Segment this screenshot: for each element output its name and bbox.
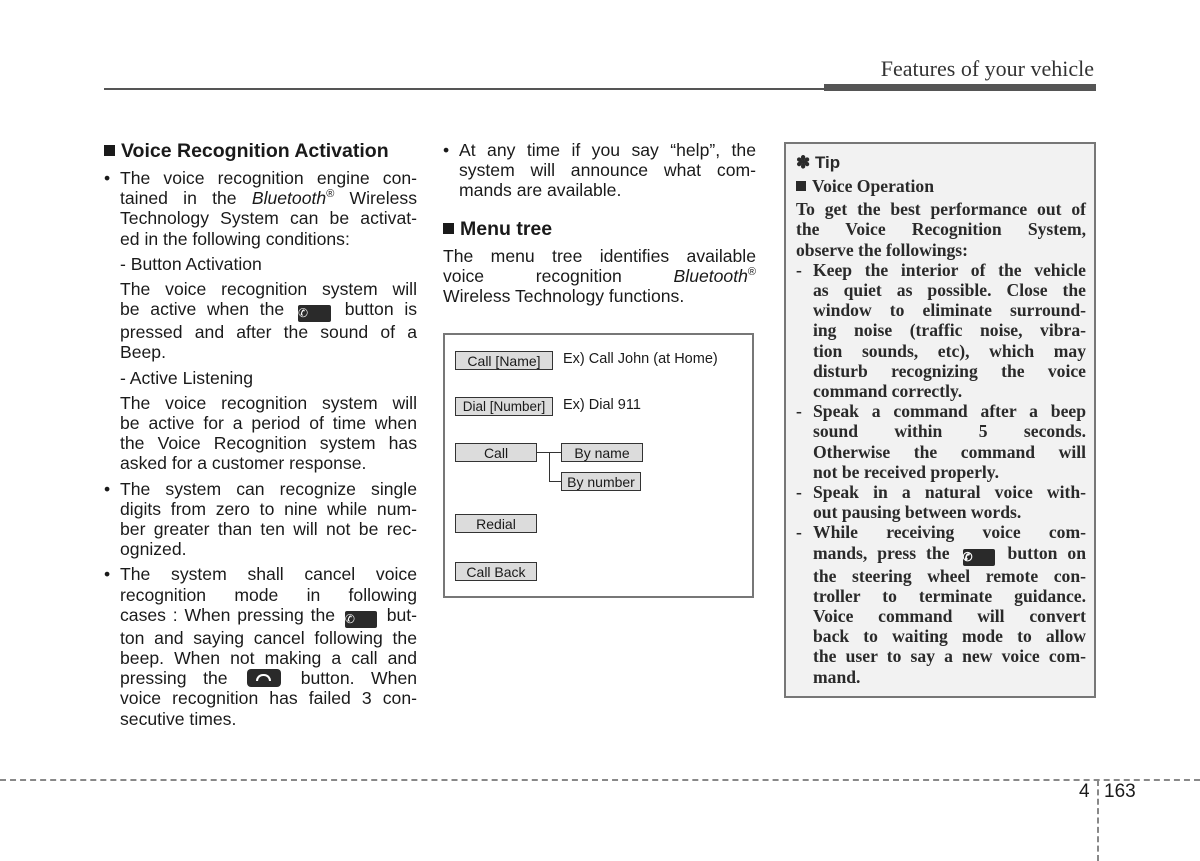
voice-talk-icon: ✆ [298, 305, 331, 322]
voice-talk-icon: ✆ [963, 549, 995, 566]
section-heading-voice-recognition: Voice Recognition Activation [104, 139, 417, 163]
chapter-number: 4 [1079, 781, 1090, 802]
bullet-engine: • The voice recognition engine con- tained in the Bluetooth® Wireless Technology System can be activat- ed in the following conditions: [104, 168, 417, 249]
section-heading-menu-tree: Menu tree [443, 217, 756, 241]
menu-node-redial: Redial [455, 514, 537, 533]
footer-divider [1097, 780, 1099, 861]
header-rule-accent [824, 84, 1096, 91]
sub-heading-button-activation: - Button Activation [120, 253, 262, 274]
square-bullet-icon [443, 223, 454, 234]
tip-item-terminate-guidance: - While receiving voice com- mands, press the ✆ button on the steering wheel remote con- troller to terminate guidance. Voice command will convert back to waiting mode to allow the user to say a new voice com- mand. [796, 522, 1086, 686]
footer-rule [0, 779, 1200, 781]
tip-box [784, 142, 1096, 698]
tip-intro: To get the best performance out of the Voice Recognition System, observe the followings: [796, 199, 1086, 260]
voice-talk-icon: ✆ [345, 611, 377, 628]
bullet-digits: • The system can recognize single digits from zero to nine while num- ber greater than ten will not be rec- ognized. [104, 479, 417, 560]
tree-connector [549, 452, 550, 482]
tip-label: ✽ Tip [796, 153, 841, 172]
menu-node-dial-number: Dial [Number] [455, 397, 553, 416]
page-number: 163 [1104, 781, 1136, 802]
menu-example-dial-number: Ex) Dial 911 [563, 397, 641, 413]
left-column [104, 139, 417, 729]
tip-item-natural-voice: - Speak in a natural voice with- out pausing between words. [796, 482, 1086, 522]
tip-item-speak-after-beep: - Speak a command after a beep sound within 5 seconds. Otherwise the command will not be received properly. [796, 401, 1086, 482]
menu-example-call-name: Ex) Call John (at Home) [563, 351, 718, 367]
menu-node-call-name: Call [Name] [455, 351, 553, 370]
menu-node-by-number: By number [561, 472, 641, 491]
tip-title: Voice Operation [796, 176, 1086, 196]
header-title: Features of your vehicle [880, 56, 1094, 81]
header-rule [104, 88, 824, 90]
square-bullet-icon [104, 145, 115, 156]
menu-node-by-name: By name [561, 443, 643, 462]
bullet-help: • At any time if you say “help”, the system will announce what com- mands are available. [443, 140, 756, 201]
menu-node-call-back: Call Back [455, 562, 537, 581]
menu-node-call: Call [455, 443, 537, 462]
tree-connector [549, 481, 561, 482]
paragraph-menu-tree: The menu tree identifies available voice recognition Bluetooth® Wireless Technology functions. [443, 245, 757, 307]
end-call-icon [247, 669, 281, 687]
paragraph-button-activation: The voice recognition system will be active when the ✆ button is pressed and after the sound of a Beep. [120, 279, 418, 363]
tip-item-quiet-interior: - Keep the interior of the vehicle as quiet as possible. Close the window to eliminate surround- ing noise (traffic noise, vibra- tion sounds, etc), which may disturb recognizing the voice command correctly. [796, 260, 1086, 401]
sub-heading-active-listening: - Active Listening [120, 367, 254, 388]
middle-column [443, 140, 756, 306]
square-bullet-icon [796, 181, 806, 191]
bullet-cancel: • The system shall cancel voice recognition mode in following cases : When pressing the ✆ but- ton and saying cancel following the beep. When not making a call and pressing the button. When voice recognition has failed 3 con- secutive times. [104, 564, 417, 728]
paragraph-active-listening: The voice recognition system will be active for a period of time when the Voice Recognition system has asked for a customer response. [120, 392, 417, 474]
menu-tree-diagram [443, 333, 754, 598]
